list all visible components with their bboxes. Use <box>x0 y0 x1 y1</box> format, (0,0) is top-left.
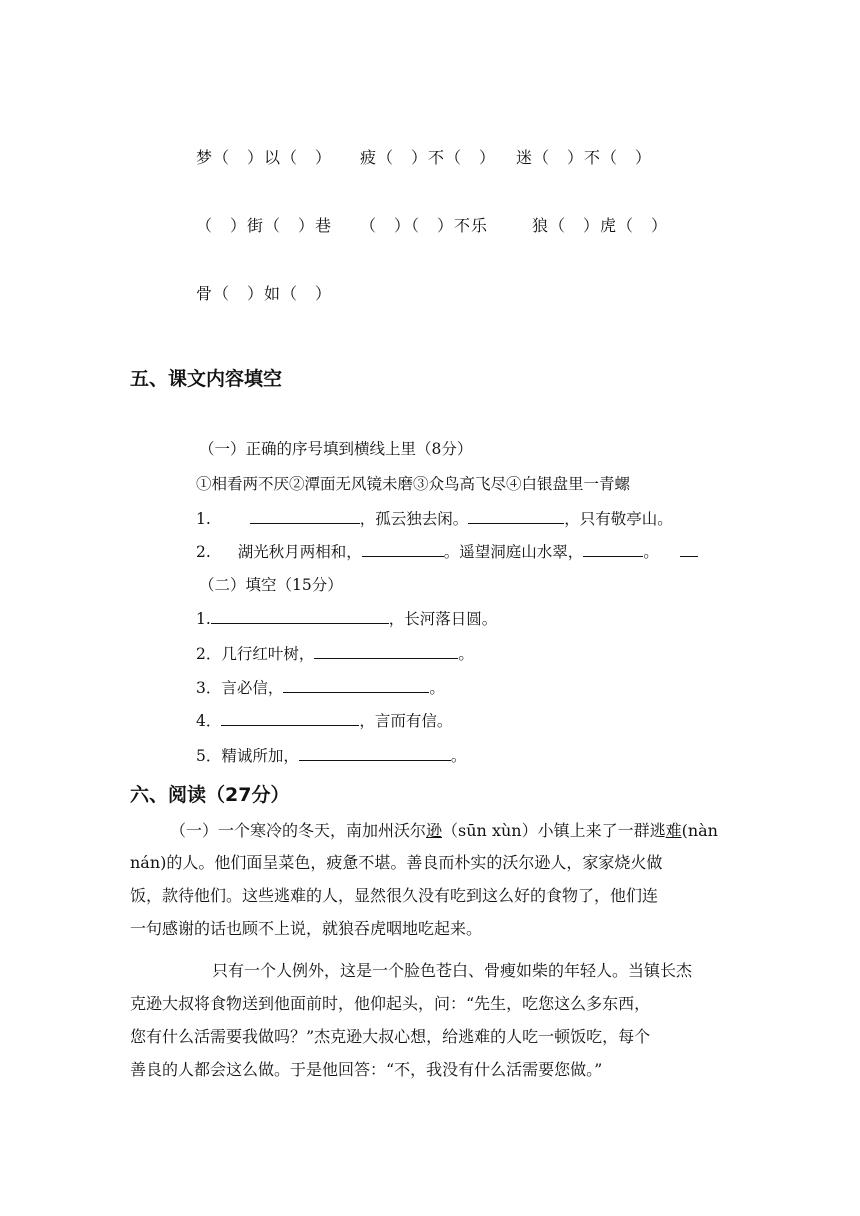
answer-blank[interactable] <box>299 746 451 761</box>
poem-options: ①相看两不厌②潭面无风镜未磨③众鸟高飞尽④白银盘里一青螺 <box>196 475 631 493</box>
idiom-4: （ ）街（ ）巷 <box>196 216 333 235</box>
answer-blank[interactable] <box>314 644 458 659</box>
answer-blank[interactable] <box>680 542 698 557</box>
text-span: (nàn <box>681 821 718 840</box>
idiom-7: 骨（ ）如（ ） <box>196 284 333 303</box>
question-2-text-a: 湖光秋月两相和， <box>237 543 362 561</box>
answer-blank[interactable] <box>211 609 389 624</box>
text-span: （sūn xùn）小镇上来了一群逃 <box>442 821 666 840</box>
question-2-text-c: 。 <box>643 543 659 561</box>
fill-2 <box>196 642 474 664</box>
underlined-char: 难 <box>665 821 682 840</box>
question-1-number: 1. <box>196 510 211 528</box>
question-2-number: 2. <box>196 543 211 561</box>
fill-5 <box>196 744 466 766</box>
answer-blank[interactable] <box>583 542 643 557</box>
idiom-5: （ ）（ ）不乐 <box>360 216 489 235</box>
fill-3-text: 3．言必信， <box>196 679 284 697</box>
fill-4-text: ，言而有信。 <box>359 712 453 730</box>
section5-title: 五、课文内容填空 <box>130 368 283 390</box>
answer-blank[interactable] <box>362 542 444 557</box>
idiom-2: 疲（ ）不（ ） <box>360 148 497 167</box>
question-1 <box>196 507 673 529</box>
reading-paragraph-1-line-3: 饭，款待他们。这些逃难的人，显然很久没有吃到这么好的食物了，他们连 <box>130 886 659 905</box>
reading-paragraph-1-line-1 <box>170 815 718 846</box>
fill-5-end: 。 <box>450 747 467 765</box>
fill-5-text: 5．精诚所加， <box>196 747 299 765</box>
text-span: （一）一个寒冷的冬天，南加州沃尔 <box>170 821 427 840</box>
fill-4-number: 4． <box>196 712 222 730</box>
answer-blank[interactable] <box>221 711 359 726</box>
answer-blank[interactable] <box>250 509 360 524</box>
fill-1 <box>196 607 497 629</box>
fill-2-end: 。 <box>458 645 474 663</box>
fill-3 <box>196 676 445 698</box>
question-2 <box>196 540 698 562</box>
reading-paragraph-1-line-4: 一句感谢的话也顾不上说，就狼吞虎咽地吃起来。 <box>130 919 483 938</box>
answer-blank[interactable] <box>283 678 429 693</box>
idiom-3: 迷（ ）不（ ） <box>516 148 653 167</box>
fill-1-text: ，长河落日圆。 <box>388 610 498 628</box>
underlined-char: 逊 <box>426 821 443 840</box>
fill-1-number: 1. <box>196 610 211 628</box>
part2-title: （二）填空（15分） <box>199 576 343 594</box>
reading-paragraph-2-line-1: 只有一个人例外，这是一个脸色苍白、骨瘦如柴的年轻人。当镇长杰 <box>212 961 693 980</box>
part1-title: （一）正确的序号填到横线上里（8分） <box>199 440 473 458</box>
reading-paragraph-2-line-3: 您有什么活需要我做吗？”杰克逊大叔心想，给逃难的人吃一顿饭吃，每个 <box>130 1027 651 1046</box>
fill-4 <box>196 709 452 731</box>
question-2-text-b: 。遥望洞庭山水翠， <box>443 543 584 561</box>
fill-2-text: 2．几行红叶树， <box>196 645 315 663</box>
reading-paragraph-1-line-2: nán)的人。他们面呈菜色，疲惫不堪。善良而朴实的沃尔逊人，家家烧火做 <box>130 853 663 872</box>
section6-title: 六、阅读（27分） <box>130 784 290 806</box>
reading-paragraph-2-line-2: 克逊大叔将食物送到他面前时，他仰起头，问：“先生，吃您这么多东西， <box>130 994 651 1013</box>
fill-3-end: 。 <box>429 679 445 697</box>
idiom-6: 狼（ ）虎（ ） <box>532 216 669 235</box>
reading-paragraph-2-line-4: 善良的人都会这么做。于是他回答：“不，我没有什么活需要您做。” <box>130 1060 603 1079</box>
answer-blank[interactable] <box>468 509 564 524</box>
idiom-1: 梦（ ）以（ ） <box>196 148 333 167</box>
question-1-text-b: ，只有敬亭山。 <box>564 510 673 528</box>
question-1-text-a: ，孤云独去闲。 <box>359 510 469 528</box>
